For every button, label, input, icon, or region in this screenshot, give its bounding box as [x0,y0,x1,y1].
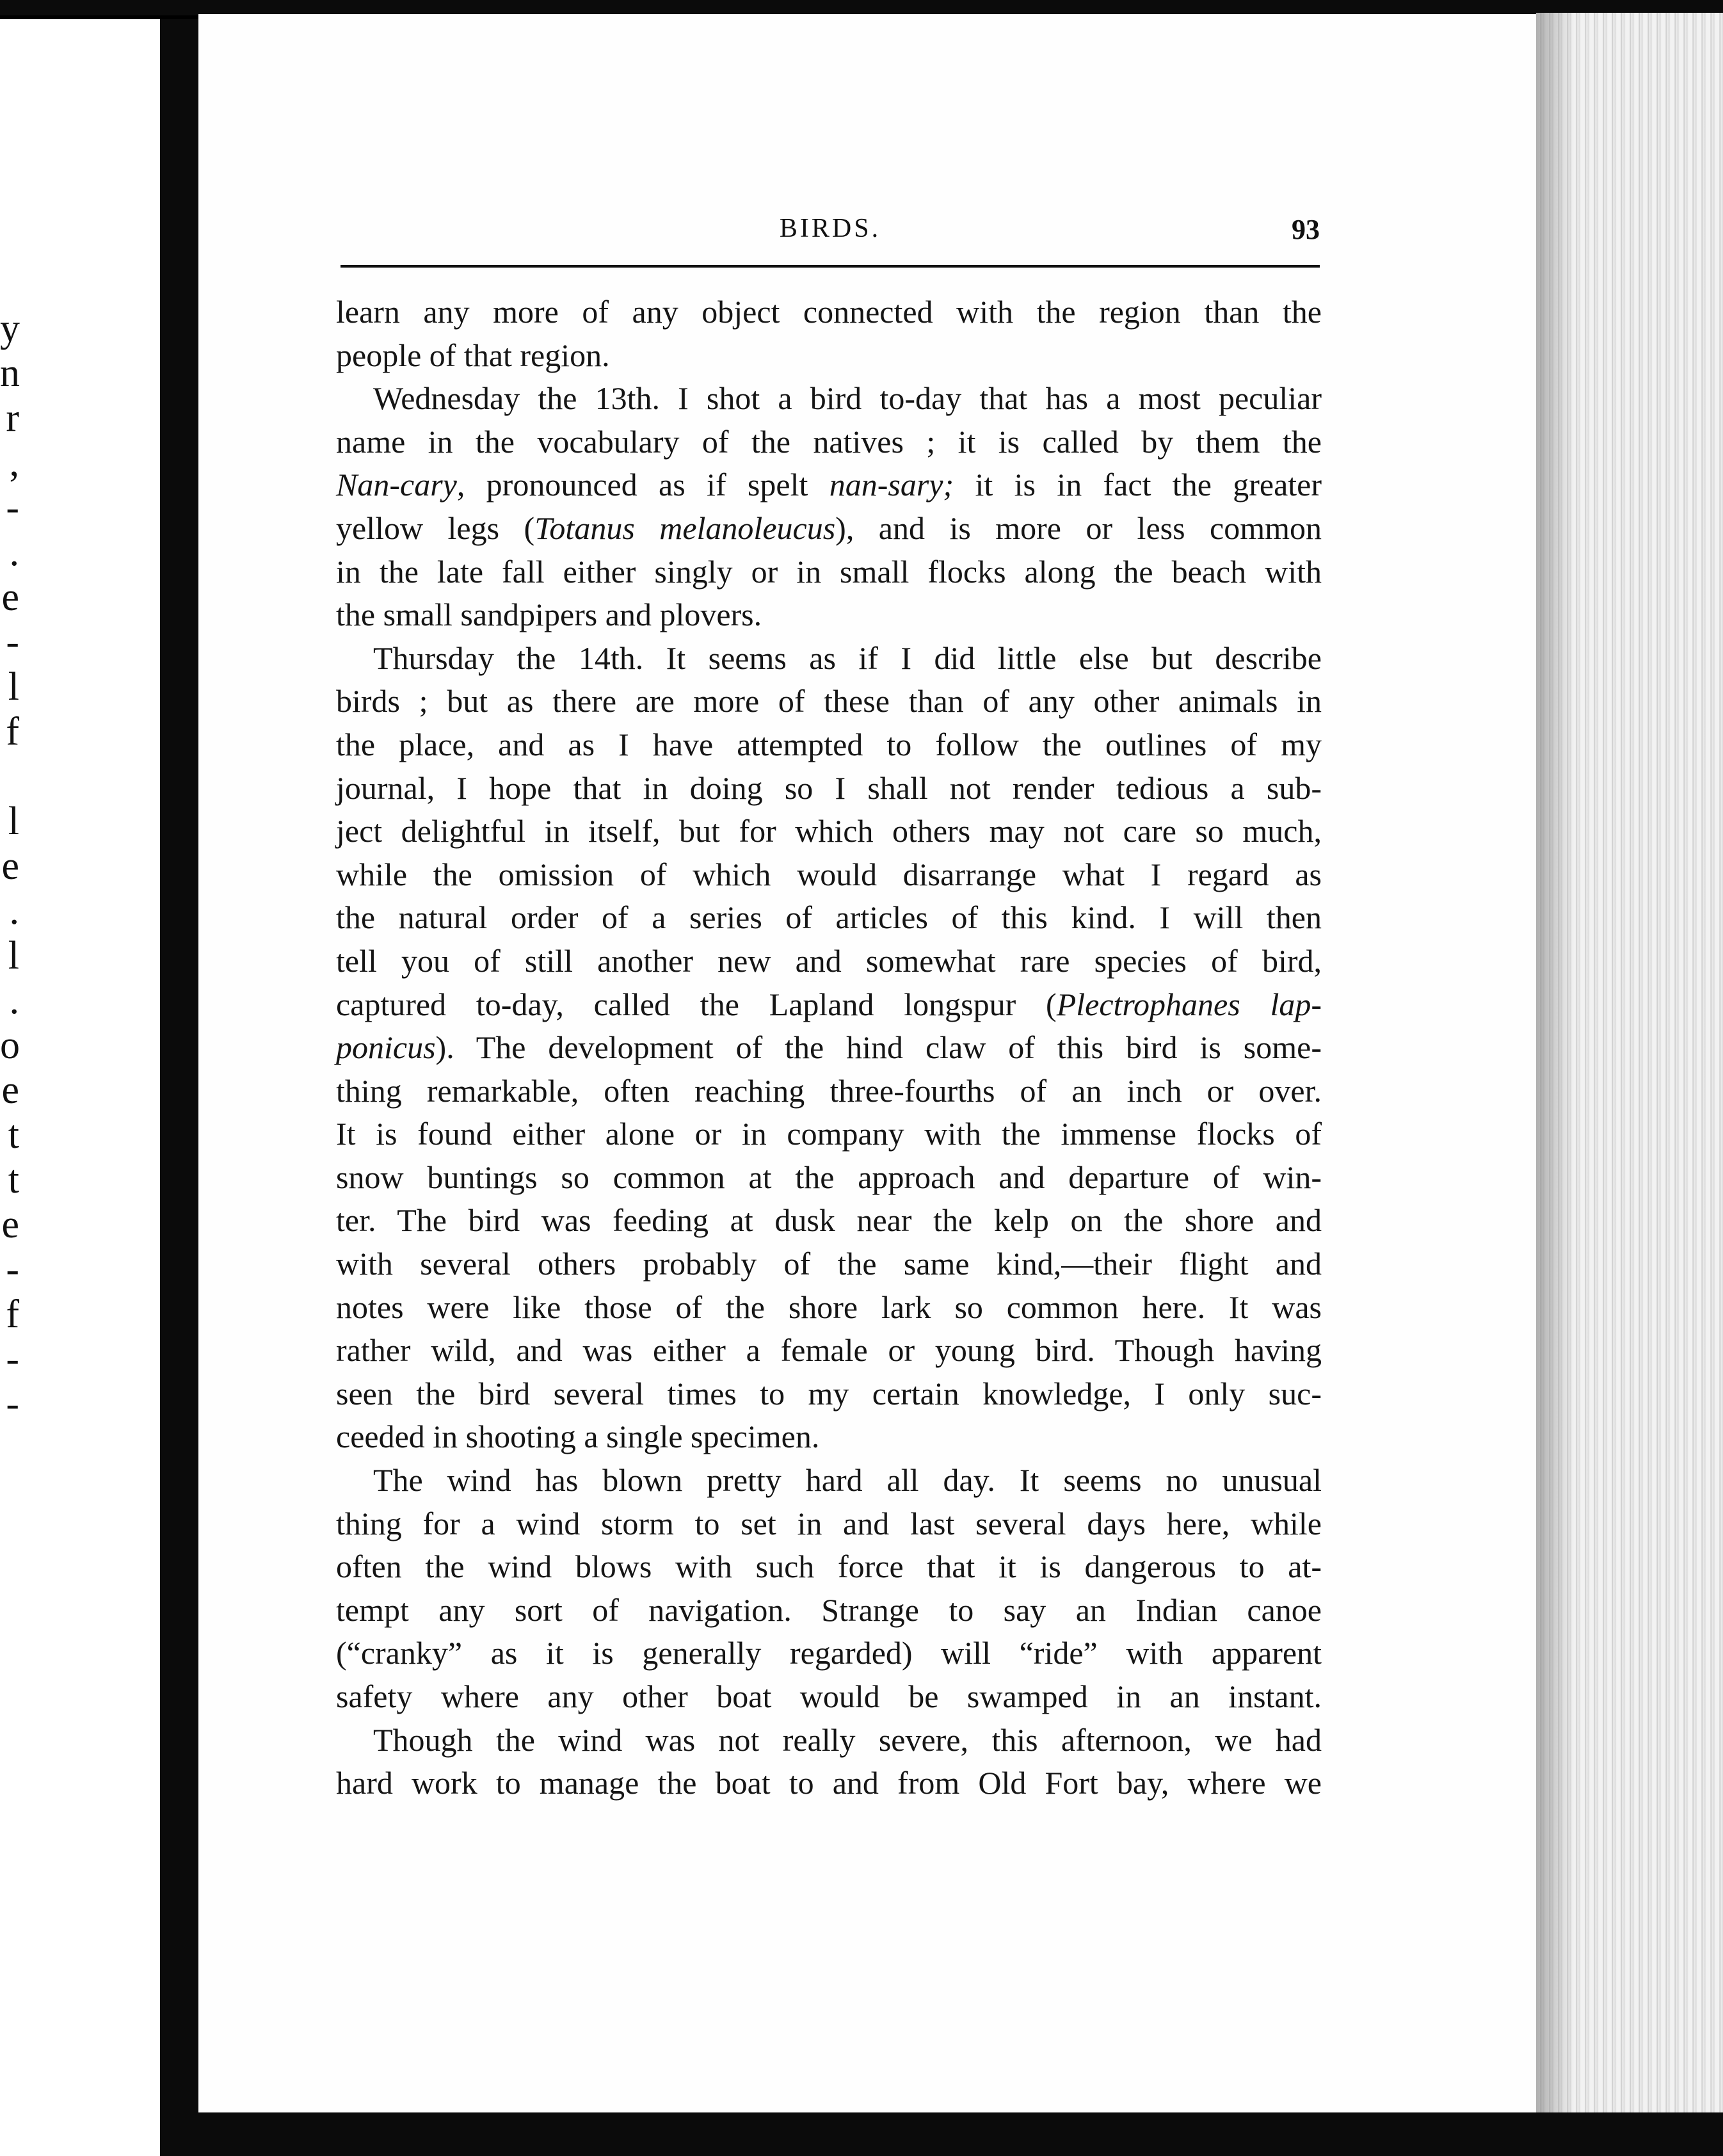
header-rule [341,265,1320,268]
text-line: Nan-cary, pronounced as if spelt nan-sary; it is in fact the greater [336,467,1322,503]
text-line: the natural order of a series of articles of this kind. I will then [336,899,1322,936]
text-line: ponicus). The development of the hind claw of this bird is some- [336,1029,1322,1066]
fragment: . [9,889,19,933]
fragment: o [0,1024,20,1067]
text-line: Wednesday the 13th. I shot a bird to-day that has a most peculiar [373,380,1322,417]
text-line: often the wind blows with such force that it is dangerous to at- [336,1549,1322,1585]
text-line: snow buntings so common at the approach and departure of win- [336,1159,1322,1195]
fragment: n [0,351,20,395]
text-line: learn any more of any object connected with the region than the [336,294,1322,330]
fore-edge-shadow [1536,13,1575,2125]
fragment: t [8,1113,19,1157]
text-line: hard work to manage the boat to and from Old Fort bay, where we [336,1765,1322,1801]
page-number: 93 [1292,214,1320,245]
fragment: e [1,575,19,619]
text-line: tempt any sort of navigation. Strange to say an Indian canoe [336,1591,1322,1628]
text-line: ter. The bird was feeding at dusk near the kelp on the shore and [336,1202,1322,1239]
fragment: l [8,665,19,709]
fragment: e [1,1068,19,1112]
fragment: - [6,1382,19,1426]
fragment: t [8,1158,19,1202]
text-line: with several others probably of the same kind,—their flight and [336,1246,1322,1282]
text-line: birds ; but as there are more of these than of any other animals in [336,683,1322,720]
text-line: rather wild, and was either a female or young bird. Though having [336,1332,1322,1369]
text-line: while the omission of which would disarrange what I regard as [336,856,1322,892]
fragment: . [9,531,19,574]
text-line: the small sandpipers and plovers. [336,597,762,633]
text-line: seen the bird several times to my certain knowledge, I only suc- [336,1375,1322,1412]
left-page-text-fragments [0,19,19,2156]
running-head-title: BIRDS. [779,214,881,243]
text-line: the place, and as I have attempted to follow the outlines of my [336,726,1322,762]
book-gutter [160,19,198,2156]
text-line: Though the wind was not really severe, this afternoon, we had [373,1721,1322,1758]
text-line: captured to-day, called the Lapland longspur (Plectrophanes lap- [336,986,1322,1022]
text-line: Thursday the 14th. It seems as if I did little else but describe [373,640,1322,676]
text-line: in the late fall either singly or in small flocks along the beach with [336,553,1322,590]
fragment: . [9,979,19,1022]
scanner-background-bottom [198,2112,1723,2156]
text-line: ceeded in shooting a single specimen. [336,1419,820,1455]
fragment: f [6,710,19,753]
text-line: The wind has blown pretty hard all day. It seems no unusual [373,1462,1322,1499]
text-line: thing remarkable, often reaching three-fourths of an inch or over. [336,1072,1322,1109]
text-line: safety where any other boat would be swamped in an instant. [336,1678,1322,1714]
fragment: f [6,1292,19,1336]
text-line: thing for a wind storm to set in and last several days here, while [336,1505,1322,1541]
fragment: - [6,486,19,529]
fragment: , [9,441,19,485]
fragment: - [6,1248,19,1291]
fragment: l [8,934,19,977]
fragment: - [6,620,19,664]
scanner-background-top [0,0,1723,15]
fragment: r [6,396,19,440]
fragment: l [8,800,19,843]
text-line: ject delightful in itself, but for which others may not care so much, [336,813,1322,849]
text-line: yellow legs (Totanus melanoleucus), and is more or less common [336,510,1322,546]
left-facing-page [0,19,160,2156]
fragment: e [1,844,19,888]
text-line: notes were like those of the shore lark so common here. It was [336,1289,1322,1325]
fragment: y [0,307,20,350]
text-line: tell you of still another new and somewhat rare species of bird, [336,942,1322,979]
text-line: It is found either alone or in company with the immense flocks of [336,1116,1322,1152]
text-line: journal, I hope that in doing so I shall not render tedious a sub- [336,769,1322,806]
text-line: (“cranky” as it is generally regarded) will “ride” with apparent [336,1635,1322,1671]
text-line: name in the vocabulary of the natives ; it is called by them the [336,423,1322,460]
body-text [336,291,1322,1805]
running-head [341,213,1320,264]
fragment: - [6,1337,19,1381]
fragment: e [1,1203,19,1246]
text-line: people of that region. [336,337,610,373]
